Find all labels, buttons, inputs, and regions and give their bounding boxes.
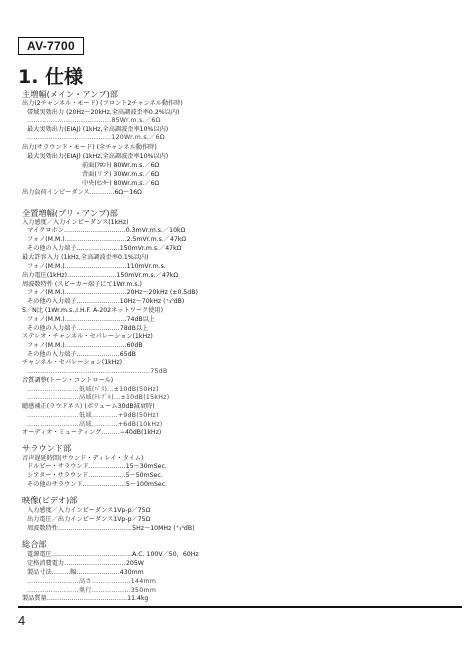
spec-line: 出力(2チャンネル・モード) (フロント2チャンネル動作時) — [22, 100, 183, 107]
spec-line: ……………………低域(ﾊﾞｽ)…±10dB(50Hz) — [27, 386, 159, 393]
section-heading: 主増幅(メイン・アンプ)部 — [22, 89, 118, 99]
spec-line: 背面(リア) 30Wr.m.s.／6Ω — [82, 171, 160, 178]
spec-line: 音質調整(トーン・コントロール) — [22, 377, 114, 384]
spec-line: 帯域実効出力 (20Hz～20kHz,全高調波歪率0.2%以内) — [27, 109, 180, 116]
spec-line: フォノ(M.M.)…………………………60dB — [27, 342, 143, 349]
model-tag: AV-7700 — [18, 37, 84, 55]
spec-line: ドルビー・サラウンド………………15～30mSec. — [27, 463, 167, 470]
spec-line: 中央(ｾﾝﾀｰ) 80Wr.m.s.／6Ω — [82, 180, 160, 187]
spec-line: ……………………高域…………+6dB(10kHz) — [27, 421, 163, 428]
spec-line: 周波数特性………………………………5Hz～10MHz (⁺₃⁰dB) — [27, 525, 195, 532]
spec-line: シアター・サラウンド………………5～50mSec. — [27, 472, 163, 479]
footer-rule — [18, 606, 462, 608]
spec-line: 出力負荷インピーダンス…………6Ω～16Ω — [22, 189, 142, 196]
spec-line: ステレオ・チャンネル・セパレーション(1kHz) — [22, 333, 153, 340]
spec-line: 最大実効出力(EIAJ) (1kHz,全高調波歪率10%以内) — [27, 153, 169, 160]
spec-line: フォノ(M.M.)…………………………74dB以上 — [27, 316, 155, 323]
spec-line: その他の入力端子…………………78dB以上 — [27, 325, 149, 332]
spec-line: 最大実効出力(EIAJ) (1kHz,全高調波歪率10%以内) — [27, 126, 169, 133]
section-title: 1. 仕様 — [18, 66, 84, 88]
spec-line: その他の入力端子…………………65dB — [27, 351, 136, 358]
spec-line: その他の入力端子…………………150mVr.m.s.／47kΩ — [27, 245, 182, 252]
spec-line: …………………………………………………75dB — [27, 368, 168, 375]
section-heading: 全置増幅(プリ・アンプ)部 — [22, 208, 118, 218]
spec-line: 周波数特性 (スピーカー端子にて1Wr.m.s.) — [22, 281, 142, 288]
spec-line: ……………………奥行………………350mm — [27, 587, 157, 594]
page-number: 4 — [18, 613, 26, 628]
spec-line: マイクロホン…………………………0.3mVr.m.s.／10kΩ — [27, 227, 186, 234]
spec-line: 電源電圧…………………………………A.C. 100V／50，60Hz — [27, 551, 199, 558]
spec-line: 前面(ﾌﾛﾝﾄ) 80Wr.m.s.／6Ω — [82, 162, 160, 169]
spec-line: ……………………高域(ﾄﾚﾌﾞﾙ)…±10dB(15kHz) — [27, 394, 170, 401]
spec-line: 音声遅延時間(サウンド・ディレイ・タイム) — [22, 455, 144, 462]
spec-line: 入力感度／入力インピーダンス(1kHz) — [22, 219, 129, 226]
spec-line: 入力感度／入力インピーダンス1Vp-p／75Ω — [27, 507, 151, 514]
spec-line: …………………………………85Wr.m.s.／6Ω — [27, 117, 161, 124]
spec-line: その他の入力端子…………………10Hz～70kHz (⁺₃⁰dB) — [27, 298, 185, 305]
spec-line: フォノ(M.M.)…………………………2.5mVr.m.s.／47kΩ — [27, 236, 187, 243]
section-heading: 映像(ビデオ)部 — [22, 495, 78, 505]
spec-line: 出力電圧／出力インピーダンス1Vp-p／75Ω — [27, 516, 151, 523]
spec-line: 製品質量…………………………………11.4kg — [22, 595, 149, 602]
section-heading: サラウンド部 — [22, 443, 72, 453]
spec-line: 定格消費電力…………………………205W — [27, 560, 144, 567]
spec-line: フォノ(M.M.)…………………………20Hz～20kHz (±0.5dB) — [27, 289, 198, 296]
spec-line: ……………………高さ………………144mm — [27, 578, 157, 585]
section-heading: 総合部 — [22, 539, 47, 549]
spec-line: チャンネル・セパレーション(1kHz) — [22, 359, 123, 366]
spec-line: …………………………………120Wr.m.s.／6Ω — [27, 134, 165, 141]
spec-line: 出力電圧(1kHz)……………………150mVr.m.s.／47kΩ — [22, 272, 179, 279]
spec-line: その他のサラウンド…………………5～100mSec. — [27, 481, 168, 488]
spec-line: オーディオ・ミューティング………−40dB(1kHz) — [22, 429, 162, 436]
spec-line: ……………………低域…………+9dB(50Hz) — [27, 412, 159, 419]
spec-line: S／N比 (1Wr.m.s.,I.H.F. A-202ネットワーク使用) — [22, 307, 164, 314]
spec-line: 最大許容入力 (1kHz,全高調波歪率0.1%以内) — [22, 254, 149, 261]
spec-line: 聴感補正(ラウドネス) (ボリューム30dB減衰時) — [22, 403, 155, 410]
spec-line: 出力(サラウンド・モード) (全チャンネル動作時) — [22, 144, 157, 151]
spec-line: 製品寸法………幅…………………430mm — [27, 569, 144, 576]
spec-line: フォノ(M.M.)…………………………110mVr.m.s. — [27, 263, 166, 270]
